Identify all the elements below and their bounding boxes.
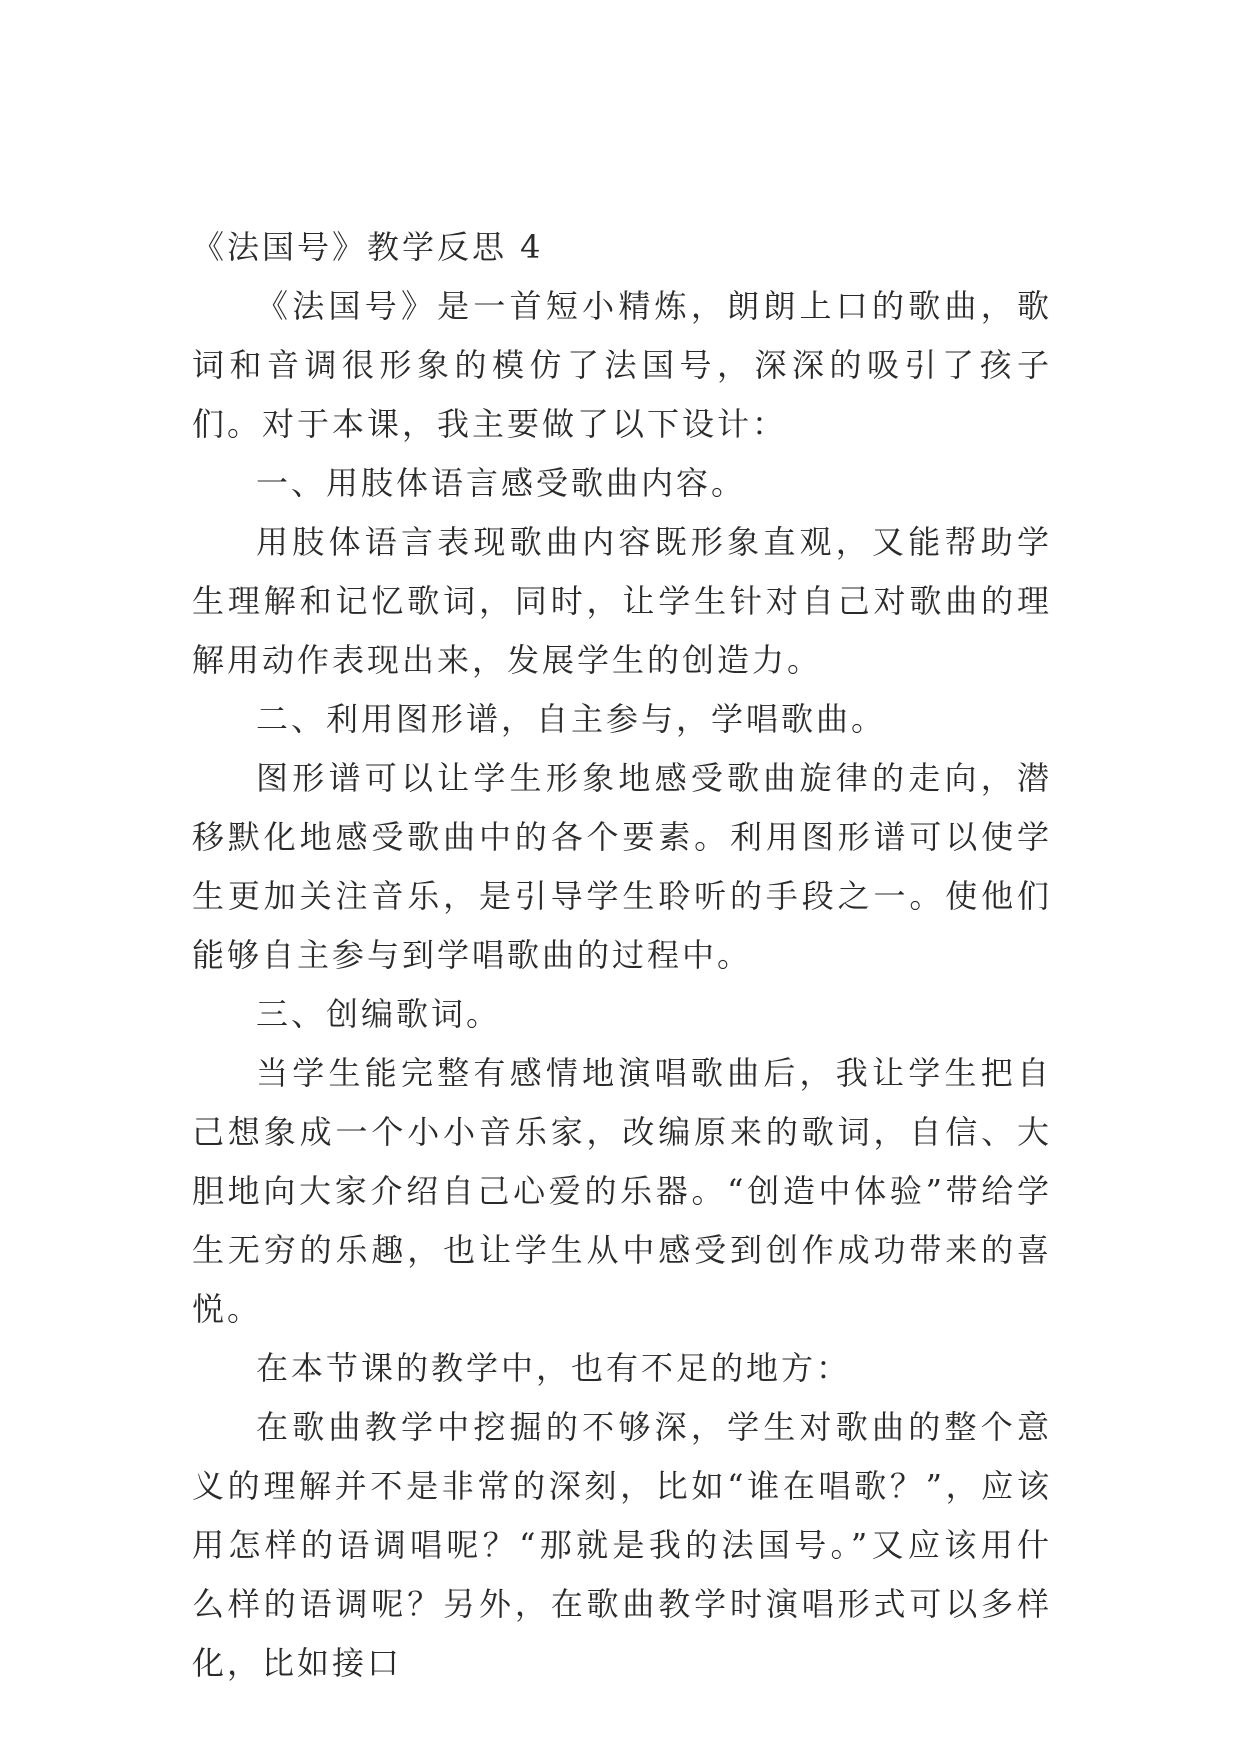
section-heading: 三、创编歌词。 bbox=[256, 995, 502, 1033]
paragraph: 当学生能完整有感情地演唱歌曲后，我让学生把自己想象成一个小小音乐家，改编原来的歌词，自信、大胆地向大家介绍自己心爱的乐器。“创造中体验”带给学生无穷的乐趣，也让学生从中感受到创作成功带来的喜悦。 bbox=[192, 1054, 1052, 1328]
paragraph: 在歌曲教学中挖掘的不够深，学生对歌曲的整个意义的理解并不是非常的深刻，比如“谁在唱歌？”，应该用怎样的语调唱呢？“那就是我的法国号。”又应该用什么样的语调呢？另外，在歌曲教学时演唱形式可以多样化，比如接口 bbox=[192, 1408, 1052, 1682]
document-body bbox=[192, 218, 1052, 1693]
paragraph: 用肢体语言表现歌曲内容既形象直观，又能帮助学生理解和记忆歌词，同时，让学生针对自己对歌曲的理解用动作表现出来，发展学生的创造力。 bbox=[192, 523, 1052, 679]
paragraph: 在本节课的教学中，也有不足的地方： bbox=[256, 1349, 852, 1387]
paragraph: 图形谱可以让学生形象地感受歌曲旋律的走向，潜移默化地感受歌曲中的各个要素。利用图形谱可以使学生更加关注音乐，是引导学生聆听的手段之一。使他们能够自主参与到学唱歌曲的过程中。 bbox=[192, 759, 1052, 974]
section-heading: 一、用肢体语言感受歌曲内容。 bbox=[256, 464, 747, 502]
document-title: 《法国号》教学反思 4 bbox=[192, 228, 544, 266]
section-heading: 二、利用图形谱，自主参与，学唱歌曲。 bbox=[256, 700, 887, 738]
paragraph: 《法国号》是一首短小精炼，朗朗上口的歌曲，歌词和音调很形象的模仿了法国号，深深的吸引了孩子们。对于本课，我主要做了以下设计： bbox=[192, 287, 1052, 443]
